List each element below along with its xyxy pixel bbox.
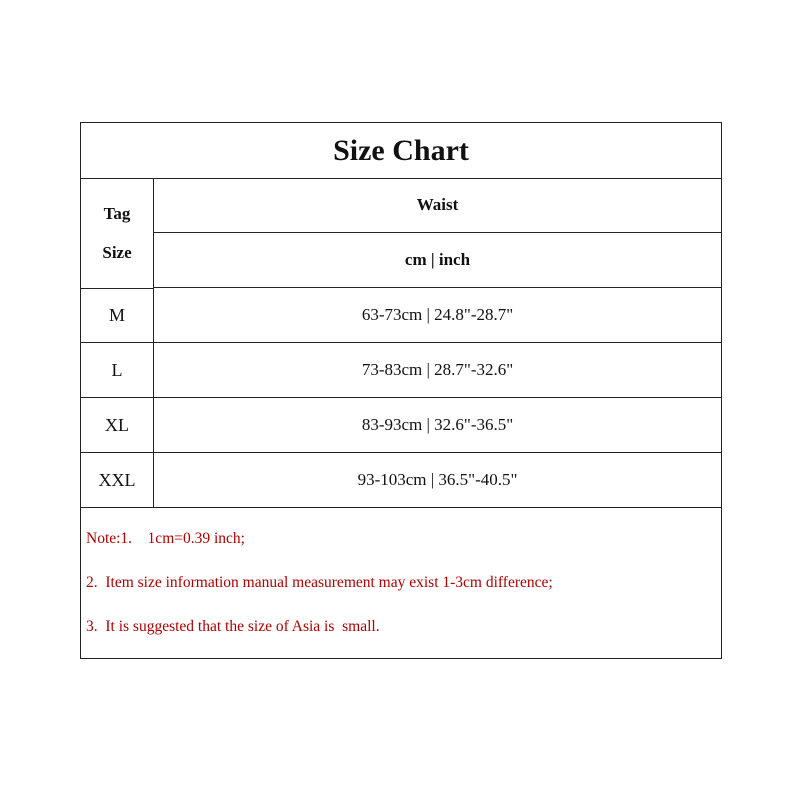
waist-cell: 73-83cm | 28.7"-32.6" xyxy=(361,360,514,379)
table-row xyxy=(81,288,721,343)
size-chart-table xyxy=(80,122,722,659)
note-item: Note:1. 1cm=0.39 inch; xyxy=(86,530,245,547)
notes-section xyxy=(81,508,721,658)
waist-cell: 83-93cm | 32.6"-36.5" xyxy=(361,415,514,434)
size-cell: XL xyxy=(81,398,154,452)
unit-header: cm | inch xyxy=(154,233,721,288)
tag-header-line1: Tag xyxy=(103,204,131,223)
waist-header: Waist xyxy=(154,178,721,233)
tag-header-line2: Size xyxy=(102,243,132,262)
tag-size-header xyxy=(81,178,154,289)
size-rows xyxy=(81,288,721,508)
table-row xyxy=(81,343,721,398)
table-row xyxy=(81,398,721,453)
waist-cell: 93-103cm | 36.5"-40.5" xyxy=(357,470,518,489)
note-item: 2. Item size information manual measurement may exist 1-3cm difference; xyxy=(86,574,553,591)
size-cell: XXL xyxy=(81,453,154,507)
waist-cell: 63-73cm | 24.8"-28.7" xyxy=(361,305,514,324)
note-item: 3. It is suggested that the size of Asia is small. xyxy=(86,618,380,635)
size-cell: L xyxy=(81,343,154,397)
table-row xyxy=(81,453,721,508)
size-cell: M xyxy=(81,288,154,342)
chart-title: Size Chart xyxy=(81,123,721,179)
